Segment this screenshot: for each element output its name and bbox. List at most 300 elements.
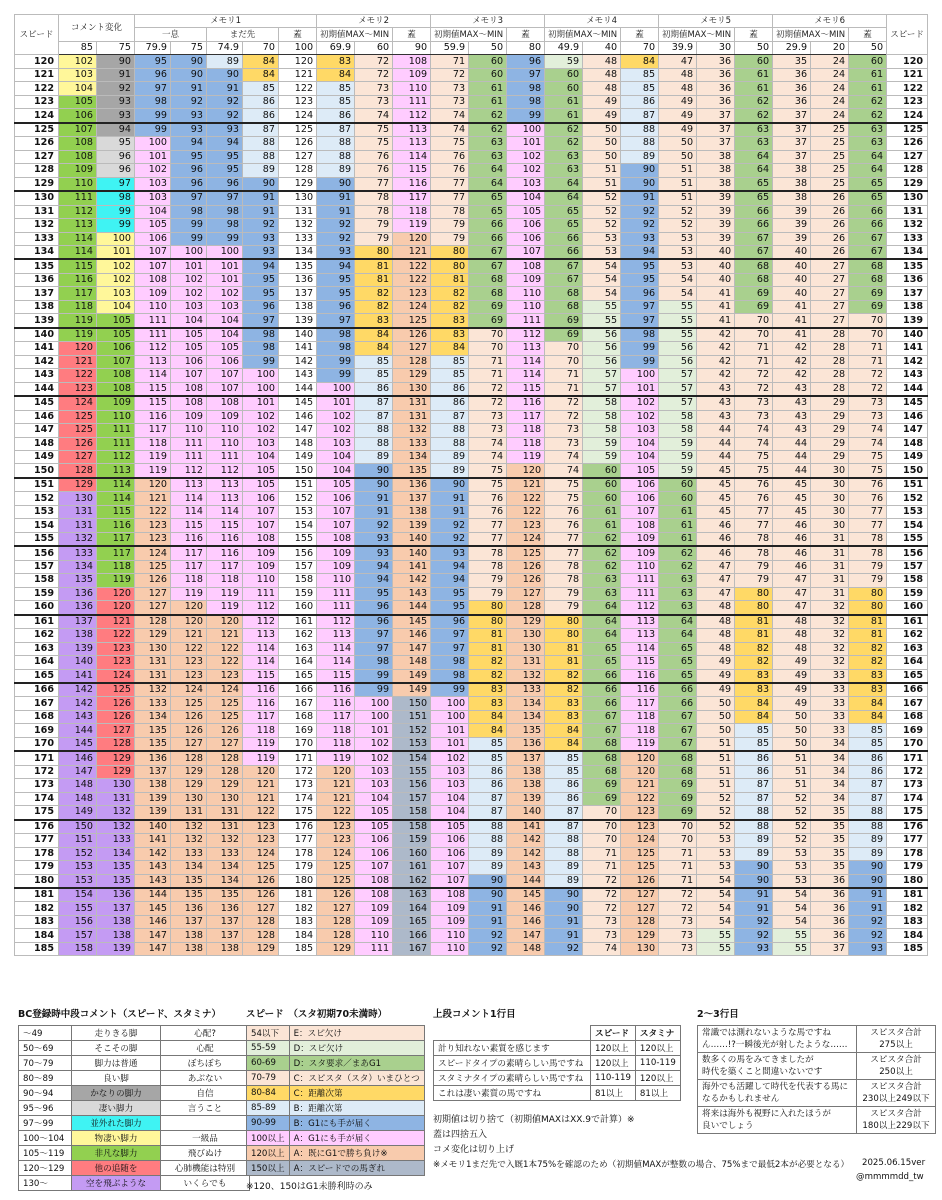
speed-cell-right: 150 [887,464,928,478]
table-row [15,259,928,273]
table-cell: 45 [773,505,811,518]
speed-cell-right: 176 [887,820,928,834]
table-cell: 118 [621,724,659,737]
table-cell: 84 [355,328,393,342]
table-cell: 148 [279,437,317,450]
table-cell: 126 [507,574,545,587]
table-cell: 101 [507,137,545,150]
table-cell: 98 [507,95,545,108]
table-cell: 30 [811,464,849,478]
table-cell: 93 [431,546,469,560]
table-cell: 40 [697,259,735,273]
table-row [15,355,928,368]
table-cell: 98 [243,342,279,355]
table-cell: 87 [621,109,659,123]
table-cell: 105 [507,205,545,218]
table-cell: 138 [97,915,135,928]
table-cell: 36 [811,929,849,942]
table-cell: 76 [735,478,773,492]
table-cell: 80 [849,601,887,615]
table-cell: 95 [135,55,171,68]
speed-cell-right: 179 [887,861,928,874]
table-cell: 99 [621,355,659,368]
table-cell: 73 [545,424,583,437]
table-cell: 173 [279,779,317,792]
table-cell: 47 [773,601,811,615]
footer-note: ※メモリ1まだ先で入厩1本75%を確認のため（初期値MAXが整数の場合、75%まで最低2本が必要となる） [433,1160,850,1170]
table-cell: 120 [243,765,279,778]
table-cell: 33 [811,683,849,697]
table-cell: 142 [507,834,545,847]
table-cell: 102 [243,410,279,423]
table-cell: 63 [583,587,621,600]
table-cell: 96 [355,601,393,615]
table-row [15,109,928,123]
table-cell: 60 [469,68,507,81]
speed-cell: 150 [15,464,59,478]
table-cell: 53 [659,259,697,273]
table-cell: 104 [431,792,469,805]
table-cell: 60 [735,55,773,68]
table-cell: 115 [97,505,135,518]
speed-cell-right: 132 [887,219,928,232]
table-cell: 110 [135,300,171,313]
legend-top-note: 初期値は切り捨て（初期値MAXはXX.9で計算）※ [433,1115,635,1125]
table-cell: 104 [59,82,97,95]
legend-top-table [433,1025,681,1101]
table-cell: 48 [773,629,811,642]
speed-cell: 177 [15,834,59,847]
table-row [15,492,928,505]
table-cell: 114 [317,642,355,655]
table-cell: 149 [393,683,431,697]
table-cell: 121 [393,245,431,259]
table-cell: 88 [621,123,659,137]
table-cell: 55 [773,942,811,955]
table-cell: 69 [659,779,697,792]
table-cell: 114 [621,642,659,655]
speed-cell-right: 151 [887,478,928,492]
table-cell: 67 [659,724,697,737]
legend-top-stamina: 120以上 [635,1071,680,1086]
legend-speed-desc: B：距離次第 [289,1101,424,1116]
table-cell: 97 [135,82,171,95]
table-cell: 50 [659,137,697,150]
legend-23 [697,1006,936,1134]
table-cell: 52 [659,219,697,232]
speed-cell-right: 136 [887,273,928,286]
table-cell: 116 [171,532,207,546]
table-cell: 116 [207,546,243,560]
table-cell: 50 [773,710,811,723]
table-cell: 81 [355,259,393,273]
legend-top-speed: 81以上 [591,1086,636,1101]
table-cell: 102 [171,287,207,300]
table-cell: 111 [507,314,545,328]
table-cell: 121 [59,355,97,368]
table-row [15,424,928,437]
table-cell: 98 [431,656,469,669]
table-cell: 50 [697,724,735,737]
table-cell: 58 [583,424,621,437]
table-cell: 91 [735,902,773,915]
table-cell: 110 [393,82,431,95]
table-cell: 105 [97,328,135,342]
table-cell: 89 [735,834,773,847]
threshold-cell: 40 [583,41,621,54]
table-cell: 95 [243,273,279,286]
table-cell: 128 [135,615,171,629]
table-cell: 113 [393,137,431,150]
table-cell: 103 [431,779,469,792]
table-cell: 106 [243,492,279,505]
table-cell: 94 [97,123,135,137]
table-cell: 45 [697,492,735,505]
table-cell: 61 [659,519,697,532]
threshold-cell: 85 [59,41,97,54]
table-cell: 149 [59,806,97,820]
threshold-cell: 70 [621,41,659,54]
table-cell: 51 [659,191,697,205]
speed-cell: 167 [15,697,59,710]
table-cell: 91 [431,492,469,505]
table-cell: 165 [393,915,431,928]
table-row [15,737,928,751]
table-cell: 66 [469,232,507,245]
table-cell: 36 [811,902,849,915]
table-cell: 36 [773,82,811,95]
legend-top-stamina: 110-119 [635,1056,680,1071]
table-cell: 69 [659,806,697,820]
table-cell: 74 [469,437,507,450]
table-cell: 79 [355,219,393,232]
speed-cell: 126 [15,137,59,150]
table-cell: 65 [735,191,773,205]
table-cell: 56 [659,355,697,368]
table-cell: 135 [507,724,545,737]
speed-cell-right: 166 [887,683,928,697]
table-cell: 108 [59,150,97,163]
table-cell: 52 [773,834,811,847]
table-cell: 70 [469,342,507,355]
table-cell: 57 [659,369,697,382]
table-cell: 116 [243,697,279,710]
speed-cell-right: 157 [887,560,928,573]
table-cell: 53 [697,847,735,860]
table-cell: 104 [507,191,545,205]
table-cell: 91 [171,82,207,95]
table-cell: 68 [583,765,621,778]
table-cell: 82 [355,300,393,313]
table-cell: 31 [811,560,849,573]
table-cell: 134 [97,847,135,860]
table-cell: 69 [849,300,887,313]
table-cell: 157 [59,929,97,942]
table-cell: 114 [393,150,431,163]
table-cell: 169 [279,724,317,737]
table-cell: 121 [171,629,207,642]
table-cell: 86 [243,109,279,123]
speed-cell-right: 154 [887,519,928,532]
table-cell: 77 [545,546,583,560]
table-cell: 78 [355,191,393,205]
table-cell: 101 [207,259,243,273]
table-cell: 120 [97,587,135,600]
table-cell: 126 [243,888,279,902]
speed-cell: 173 [15,779,59,792]
table-cell: 128 [621,915,659,928]
table-cell: 150 [59,820,97,834]
table-cell: 143 [135,861,171,874]
table-cell: 164 [279,656,317,669]
table-cell: 167 [393,942,431,955]
table-cell: 102 [621,410,659,423]
table-cell: 122 [243,806,279,820]
legend-bc-range: 130〜 [19,1176,72,1191]
table-cell: 137 [135,765,171,778]
table-cell: 96 [355,615,393,629]
table-cell: 131 [393,396,431,410]
table-cell: 125 [279,123,317,137]
table-cell: 67 [849,245,887,259]
table-cell: 115 [59,259,97,273]
table-row [15,219,928,232]
table-cell: 143 [59,710,97,723]
table-cell: 110 [171,424,207,437]
table-row [15,683,928,697]
table-cell: 92 [735,915,773,928]
table-cell: 153 [59,874,97,888]
table-cell: 96 [171,177,207,191]
table-cell: 78 [469,560,507,573]
table-row [15,942,928,955]
table-cell: 92 [431,519,469,532]
table-cell: 136 [97,888,135,902]
table-cell: 93 [207,123,243,137]
table-cell: 76 [545,519,583,532]
table-cell: 52 [697,792,735,805]
table-cell: 101 [207,273,243,286]
legend-23-total [857,1026,936,1053]
legend-bc-speed: 走りきる脚 [72,1026,161,1041]
table-cell: 117 [171,560,207,573]
table-cell: 61 [583,519,621,532]
table-cell: 126 [507,560,545,573]
legend-23-line1: 将来は海外も視野に入れたほうが [702,1109,831,1119]
table-cell: 88 [355,437,393,450]
table-cell: 121 [279,68,317,81]
table-cell: 125 [393,314,431,328]
table-cell: 53 [773,861,811,874]
table-cell: 62 [469,123,507,137]
table-cell: 147 [135,942,171,955]
table-cell: 107 [59,123,97,137]
table-cell: 80 [469,601,507,615]
table-cell: 61 [659,505,697,518]
table-cell: 101 [431,724,469,737]
table-cell: 77 [545,532,583,546]
table-cell: 47 [697,574,735,587]
table-cell: 47 [773,574,811,587]
speed-cell: 170 [15,737,59,751]
table-cell: 108 [393,55,431,68]
table-cell: 102 [355,751,393,765]
legend-speed-desc: D：スタ要求／まあG1 [289,1056,424,1071]
table-cell: 156 [393,779,431,792]
table-cell: 102 [621,396,659,410]
table-cell: 152 [59,847,97,860]
speed-cell-right: 128 [887,164,928,177]
table-cell: 105 [171,328,207,342]
table-cell: 124 [171,683,207,697]
legend-bc-range: 100〜104 [19,1131,72,1146]
table-cell: 132 [279,219,317,232]
legend-bc-stamina: あぶない [161,1071,250,1086]
threshold-cell: 80 [507,41,545,54]
table-row [15,137,928,150]
table-cell: 102 [171,273,207,286]
table-cell: 29 [811,451,849,464]
table-cell: 90 [849,861,887,874]
table-cell: 25 [811,164,849,177]
table-cell: 100 [431,697,469,710]
speed-cell-right: 122 [887,82,928,95]
table-cell: 112 [171,464,207,478]
speed-cell-right: 161 [887,615,928,629]
table-cell: 68 [469,273,507,286]
speed-cell: 142 [15,355,59,368]
table-cell: 40 [697,245,735,259]
table-cell: 176 [279,820,317,834]
table-cell: 83 [545,697,583,710]
table-cell: 81 [355,273,393,286]
speed-cell-right: 149 [887,451,928,464]
table-cell: 67 [735,232,773,245]
table-cell: 55 [583,300,621,313]
table-cell: 135 [97,861,135,874]
table-cell: 83 [317,55,355,68]
table-cell: 38 [773,191,811,205]
table-cell: 127 [59,451,97,464]
table-cell: 90 [469,888,507,902]
table-cell: 132 [59,532,97,546]
table-cell: 78 [735,532,773,546]
table-cell: 126 [59,437,97,450]
table-cell: 62 [469,109,507,123]
table-cell: 84 [545,724,583,737]
table-cell: 71 [469,369,507,382]
table-cell: 70 [583,806,621,820]
memory-sub-header: 初期値MAX〜MIN [659,28,735,41]
table-cell: 78 [545,574,583,587]
table-cell: 47 [697,587,735,600]
speed-cell-right: 165 [887,669,928,683]
speed-cell: 165 [15,669,59,683]
table-cell: 42 [773,355,811,368]
speed-cell-right: 143 [887,369,928,382]
table-cell: 99 [621,342,659,355]
table-cell: 41 [697,287,735,300]
table-cell: 117 [207,560,243,573]
table-cell: 129 [97,751,135,765]
table-cell: 106 [507,219,545,232]
table-cell: 95 [317,287,355,300]
table-cell: 135 [171,874,207,888]
table-cell: 60 [659,478,697,492]
table-cell: 90 [735,861,773,874]
table-cell: 108 [355,874,393,888]
table-cell: 146 [59,751,97,765]
table-cell: 89 [849,847,887,860]
table-cell: 84 [735,697,773,710]
table-cell: 110 [431,929,469,942]
table-cell: 49 [697,683,735,697]
table-cell: 131 [59,505,97,518]
table-cell: 127 [393,342,431,355]
table-cell: 72 [469,396,507,410]
table-cell: 49 [583,109,621,123]
speed-cell: 138 [15,300,59,313]
table-cell: 129 [171,779,207,792]
table-cell: 118 [171,574,207,587]
table-cell: 76 [545,505,583,518]
table-cell: 66 [659,697,697,710]
memory-group-header: メモリ4 [545,15,659,28]
table-cell: 74 [545,451,583,464]
table-cell: 36 [773,95,811,108]
table-cell: 90 [545,888,583,902]
table-cell: 123 [135,532,171,546]
table-cell: 48 [659,68,697,81]
table-cell: 89 [243,164,279,177]
table-cell: 27 [811,314,849,328]
table-cell: 108 [355,888,393,902]
table-cell: 59 [545,55,583,68]
table-cell: 98 [243,328,279,342]
table-cell: 85 [735,724,773,737]
speed-cell-right: 139 [887,314,928,328]
table-cell: 107 [171,369,207,382]
table-cell: 126 [243,874,279,888]
table-cell: 90 [97,55,135,68]
speed-cell-right: 146 [887,410,928,423]
legend-top-stamina: 81以上 [635,1086,680,1101]
table-cell: 100 [431,710,469,723]
table-cell: 115 [621,656,659,669]
legend-23-total [857,1080,936,1107]
table-cell: 25 [811,123,849,137]
table-cell: 42 [773,369,811,382]
table-cell: 35 [811,834,849,847]
threshold-cell: 29.9 [773,41,811,54]
table-row [15,915,928,928]
table-cell: 55 [583,314,621,328]
legend-23-line2: なるかもしれません [702,1094,780,1104]
legend-23-total-value: 275以上 [879,1040,913,1050]
speed-cell-right: 158 [887,574,928,587]
table-cell: 91 [545,915,583,928]
table-cell: 159 [279,587,317,600]
table-cell: 88 [735,806,773,820]
table-cell: 37 [811,942,849,955]
speed-cell: 164 [15,656,59,669]
legend-23-table [697,1025,936,1134]
table-cell: 131 [507,656,545,669]
table-cell: 140 [59,656,97,669]
table-cell: 132 [207,834,243,847]
table-cell: 118 [317,737,355,751]
speed-cell-right: 130 [887,191,928,205]
